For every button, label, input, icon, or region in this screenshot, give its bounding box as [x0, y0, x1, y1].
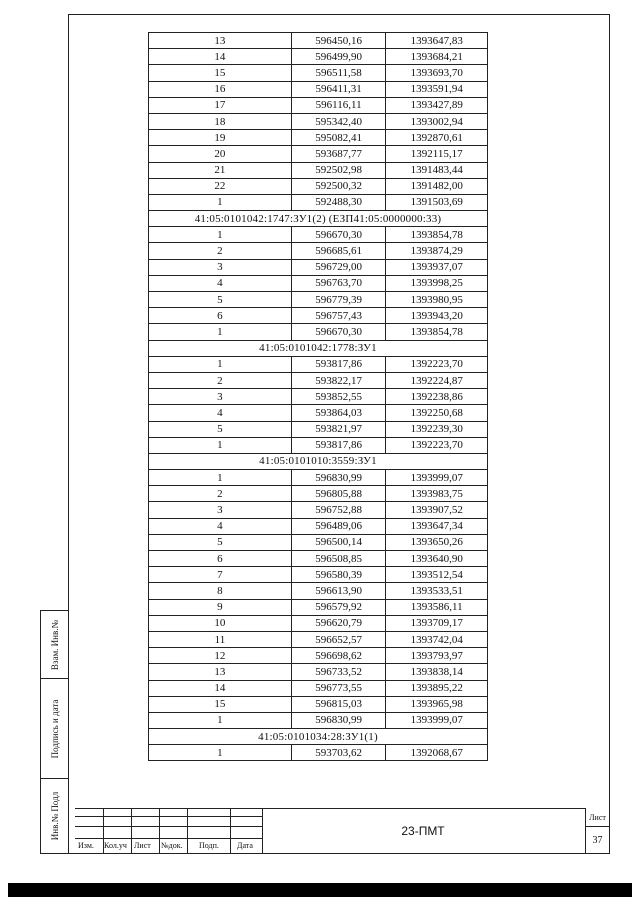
point-number: 3 [149, 389, 292, 405]
point-number: 2 [149, 372, 292, 388]
point-number: 1 [149, 437, 292, 453]
table-row [149, 486, 488, 502]
table-row [149, 745, 488, 761]
coord-x: 593687,77 [291, 146, 386, 162]
table-row [149, 130, 488, 146]
coord-x: 596500,14 [291, 534, 386, 550]
point-number: 9 [149, 599, 292, 615]
parcel-id: 41:05:0101042:1747:ЗУ1(2) (ЕЗП41:05:0000000:33) [149, 211, 488, 227]
coord-x: 592500,32 [291, 178, 386, 194]
point-number: 4 [149, 405, 292, 421]
tb-col-podp: Подп. [199, 841, 219, 850]
coord-x: 595342,40 [291, 113, 386, 129]
coord-y: 1393998,25 [386, 275, 488, 291]
table-row [149, 664, 488, 680]
point-number: 15 [149, 696, 292, 712]
coord-x: 596670,30 [291, 324, 386, 340]
point-number: 3 [149, 502, 292, 518]
point-number: 22 [149, 178, 292, 194]
table-row [149, 194, 488, 210]
coord-y: 1393874,29 [386, 243, 488, 259]
coord-y: 1393647,34 [386, 518, 488, 534]
point-number: 1 [149, 227, 292, 243]
coord-x: 596733,52 [291, 664, 386, 680]
point-number: 6 [149, 308, 292, 324]
table-row [149, 65, 488, 81]
coordinates-table-body [149, 33, 488, 761]
coord-x: 596763,70 [291, 275, 386, 291]
table-row [149, 551, 488, 567]
coord-x: 596830,99 [291, 712, 386, 728]
parcel-header-row [149, 453, 488, 469]
coord-x: 596779,39 [291, 292, 386, 308]
coord-x: 593817,86 [291, 356, 386, 372]
point-number: 5 [149, 534, 292, 550]
coord-y: 1393742,04 [386, 631, 488, 647]
tb-col-kol: Кол.уч [104, 841, 127, 850]
table-row [149, 518, 488, 534]
coord-x: 593817,86 [291, 437, 386, 453]
coord-y: 1393709,17 [386, 615, 488, 631]
parcel-id: 41:05:0101042:1778:ЗУ1 [149, 340, 488, 356]
coord-y: 1393591,94 [386, 81, 488, 97]
coord-y: 1393999,07 [386, 712, 488, 728]
coord-y: 1393907,52 [386, 502, 488, 518]
title-block-text [0, 808, 640, 854]
coord-y: 1393937,07 [386, 259, 488, 275]
table-row [149, 259, 488, 275]
point-number: 2 [149, 486, 292, 502]
point-number: 3 [149, 259, 292, 275]
table-row [149, 33, 488, 49]
coord-x: 596613,90 [291, 583, 386, 599]
sheet-number: 37 [592, 835, 603, 846]
coord-x: 596698,62 [291, 648, 386, 664]
table-row [149, 389, 488, 405]
coord-x: 596830,99 [291, 470, 386, 486]
point-number: 6 [149, 551, 292, 567]
coord-y: 1393512,54 [386, 567, 488, 583]
coord-x: 596685,61 [291, 243, 386, 259]
coord-y: 1393854,78 [386, 227, 488, 243]
coord-x: 596450,16 [291, 33, 386, 49]
coord-y: 1392224,87 [386, 372, 488, 388]
table-row [149, 178, 488, 194]
table-row [149, 227, 488, 243]
coord-y: 1391483,44 [386, 162, 488, 178]
table-row [149, 534, 488, 550]
coord-x: 596815,03 [291, 696, 386, 712]
tb-col-izm: Изм. [78, 841, 94, 850]
coord-x: 596757,43 [291, 308, 386, 324]
coord-y: 1393980,95 [386, 292, 488, 308]
table-row [149, 292, 488, 308]
coord-x: 593821,97 [291, 421, 386, 437]
parcel-header-row [149, 340, 488, 356]
point-number: 14 [149, 49, 292, 65]
coord-y: 1393002,94 [386, 113, 488, 129]
coord-x: 593852,55 [291, 389, 386, 405]
point-number: 1 [149, 194, 292, 210]
coord-y: 1393943,20 [386, 308, 488, 324]
coord-y: 1392238,86 [386, 389, 488, 405]
parcel-id: 41:05:0101034:28:ЗУ1(1) [149, 729, 488, 745]
parcel-header-row [149, 211, 488, 227]
table-row [149, 243, 488, 259]
table-row [149, 567, 488, 583]
coord-y: 1391503,69 [386, 194, 488, 210]
point-number: 1 [149, 745, 292, 761]
coord-x: 596752,88 [291, 502, 386, 518]
coord-x: 593822,17 [291, 372, 386, 388]
point-number: 4 [149, 275, 292, 291]
point-number: 1 [149, 712, 292, 728]
table-row [149, 324, 488, 340]
coord-y: 1391482,00 [386, 178, 488, 194]
coord-x: 596729,00 [291, 259, 386, 275]
coord-x: 596773,55 [291, 680, 386, 696]
coord-x: 593703,62 [291, 745, 386, 761]
tb-col-data: Дата [237, 841, 253, 850]
coord-y: 1392068,67 [386, 745, 488, 761]
point-number: 13 [149, 664, 292, 680]
coord-y: 1393693,70 [386, 65, 488, 81]
coord-y: 1393895,22 [386, 680, 488, 696]
coord-x: 596116,11 [291, 97, 386, 113]
point-number: 15 [149, 65, 292, 81]
point-number: 5 [149, 292, 292, 308]
point-number: 14 [149, 680, 292, 696]
coord-y: 1392250,68 [386, 405, 488, 421]
document-code: 23-ПМТ [401, 824, 445, 838]
table-row [149, 49, 488, 65]
coord-y: 1392115,17 [386, 146, 488, 162]
coord-x: 596579,92 [291, 599, 386, 615]
coord-x: 596805,88 [291, 486, 386, 502]
coord-x: 596580,39 [291, 567, 386, 583]
tb-col-list: Лист [134, 841, 151, 850]
coord-y: 1392239,30 [386, 421, 488, 437]
table-row [149, 81, 488, 97]
table-row [149, 470, 488, 486]
coord-y: 1393854,78 [386, 324, 488, 340]
coord-y: 1393793,97 [386, 648, 488, 664]
table-row [149, 599, 488, 615]
tb-col-ndok: №док. [161, 841, 183, 850]
point-number: 21 [149, 162, 292, 178]
point-number: 1 [149, 324, 292, 340]
table-row [149, 583, 488, 599]
coord-y: 1392223,70 [386, 356, 488, 372]
coord-x: 596508,85 [291, 551, 386, 567]
point-number: 5 [149, 421, 292, 437]
point-number: 8 [149, 583, 292, 599]
point-number: 20 [149, 146, 292, 162]
point-number: 10 [149, 615, 292, 631]
table-row [149, 680, 488, 696]
coord-x: 596652,57 [291, 631, 386, 647]
side-replace-inv [41, 611, 68, 679]
side-signature-date-label: Подпись и дата [49, 699, 60, 758]
table-row [149, 372, 488, 388]
coord-y: 1393533,51 [386, 583, 488, 599]
table-row [149, 437, 488, 453]
coord-x: 595082,41 [291, 130, 386, 146]
point-number: 13 [149, 33, 292, 49]
table-row [149, 696, 488, 712]
coord-y: 1393427,89 [386, 97, 488, 113]
coord-y: 1393965,98 [386, 696, 488, 712]
coord-y: 1393586,11 [386, 599, 488, 615]
table-row [149, 421, 488, 437]
point-number: 1 [149, 470, 292, 486]
point-number: 17 [149, 97, 292, 113]
coord-y: 1393983,75 [386, 486, 488, 502]
coordinates-table [148, 32, 488, 761]
sheet-label: Лист [589, 812, 606, 822]
table-row [149, 648, 488, 664]
point-number: 16 [149, 81, 292, 97]
point-number: 18 [149, 113, 292, 129]
coord-y: 1392223,70 [386, 437, 488, 453]
table-row [149, 405, 488, 421]
scan-edge-bar [8, 883, 632, 897]
point-number: 7 [149, 567, 292, 583]
table-row [149, 712, 488, 728]
coord-y: 1392870,61 [386, 130, 488, 146]
coord-y: 1393999,07 [386, 470, 488, 486]
coord-x: 596499,90 [291, 49, 386, 65]
parcel-header-row [149, 729, 488, 745]
coord-y: 1393640,90 [386, 551, 488, 567]
coord-x: 596670,30 [291, 227, 386, 243]
table-row [149, 162, 488, 178]
coord-x: 592502,98 [291, 162, 386, 178]
coord-x: 596511,58 [291, 65, 386, 81]
coord-x: 592488,30 [291, 194, 386, 210]
coord-y: 1393684,21 [386, 49, 488, 65]
point-number: 19 [149, 130, 292, 146]
table-row [149, 631, 488, 647]
table-row [149, 615, 488, 631]
coord-x: 596411,31 [291, 81, 386, 97]
coord-x: 596489,06 [291, 518, 386, 534]
side-inv-original-label: Инв.№ Подл [49, 791, 60, 841]
point-number: 12 [149, 648, 292, 664]
coord-y: 1393647,83 [386, 33, 488, 49]
coord-x: 593864,03 [291, 405, 386, 421]
table-row [149, 308, 488, 324]
coord-x: 596620,79 [291, 615, 386, 631]
coord-y: 1393650,26 [386, 534, 488, 550]
table-row [149, 97, 488, 113]
table-row [149, 275, 488, 291]
point-number: 11 [149, 631, 292, 647]
point-number: 4 [149, 518, 292, 534]
side-signature-date [41, 679, 68, 779]
table-row [149, 113, 488, 129]
point-number: 1 [149, 356, 292, 372]
side-replace-inv-label: Взам. Инв.№ [49, 619, 60, 670]
table-row [149, 502, 488, 518]
coord-y: 1393838,14 [386, 664, 488, 680]
table-row [149, 356, 488, 372]
point-number: 2 [149, 243, 292, 259]
parcel-id: 41:05:0101010:3559:ЗУ1 [149, 453, 488, 469]
table-row [149, 146, 488, 162]
